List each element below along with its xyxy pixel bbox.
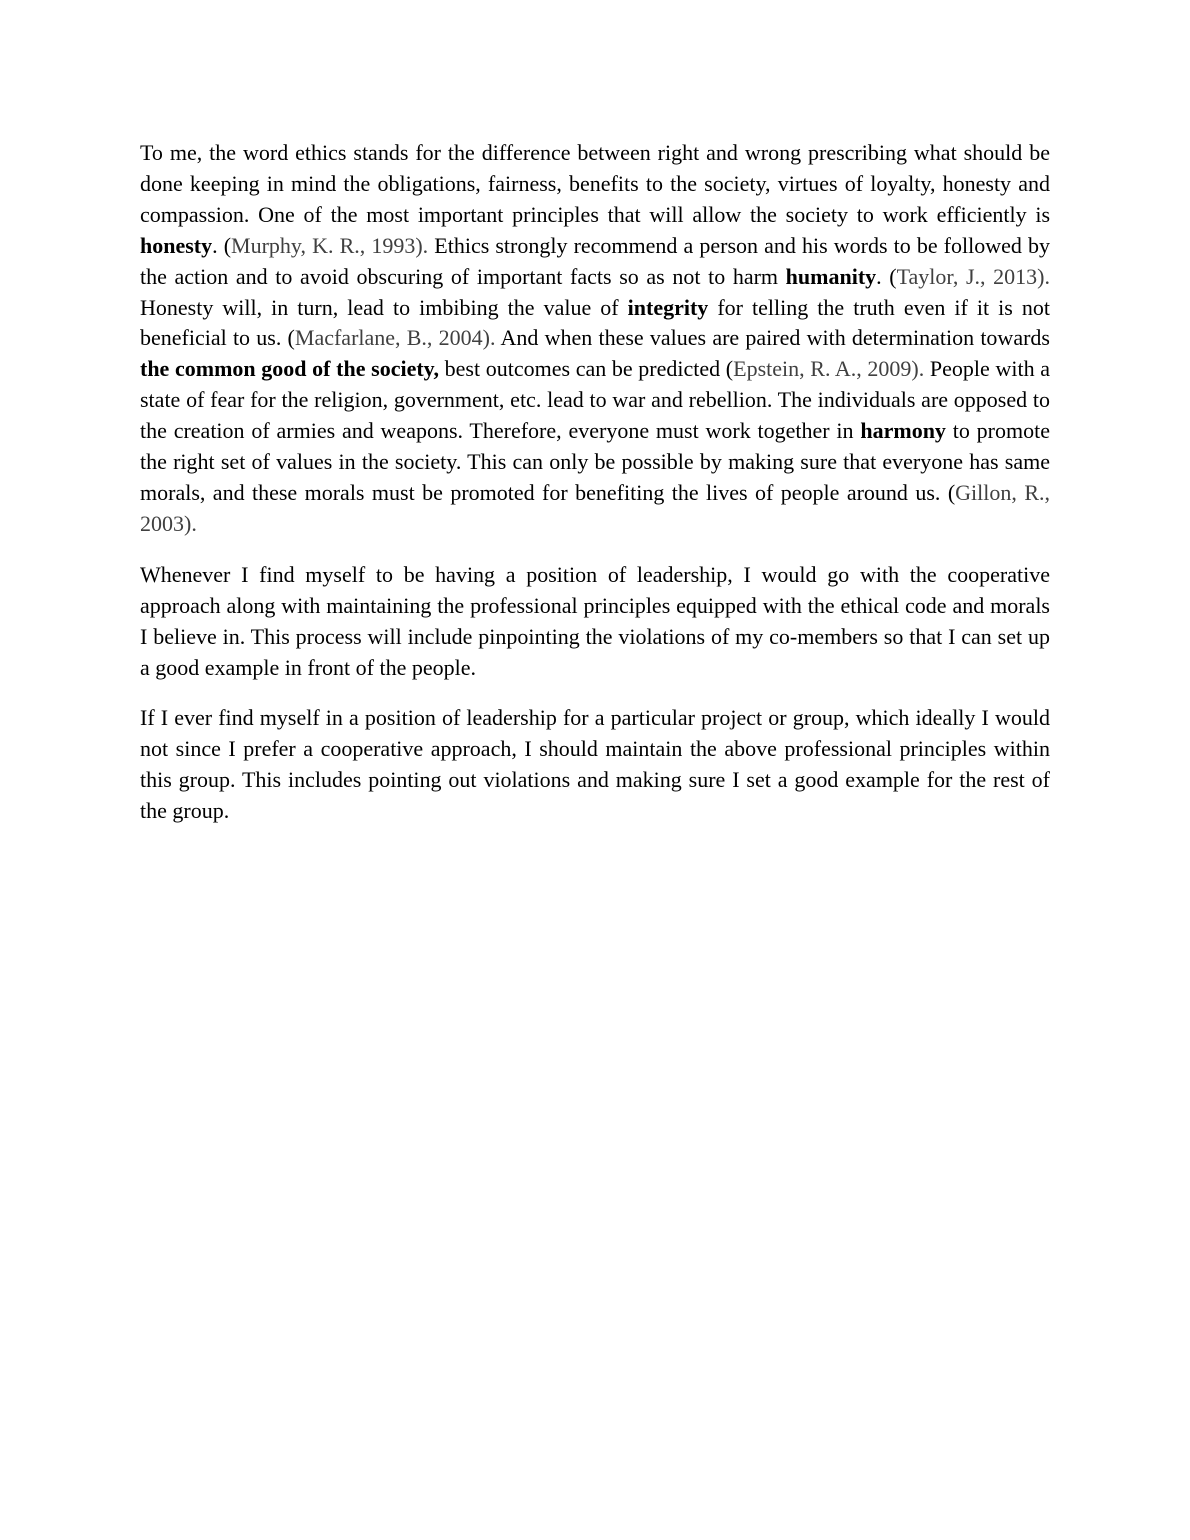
text-segment: Honesty will, in turn, lead to imbibing the value of	[140, 294, 628, 320]
paragraph-leadership-project	[140, 703, 1050, 827]
text-segment: Whenever I find myself to be having a position of leadership, I would go with the cooperative approach along with maintaining the professional principles equipped with the ethical code and morals I believe in. This process will include pinpointing the violations of my co-members so that I can set up a good example in front of the people.	[140, 561, 1050, 680]
bold-term-honesty: honesty	[140, 232, 213, 258]
bold-term-integrity: integrity	[627, 294, 709, 320]
paragraph-ethics-definition	[140, 138, 1050, 540]
text-segment: To me, the word ethics stands for the difference between right and wrong prescribing what should be done keeping in mind the obligations, fairness, benefits to the society, virtues of loyalty, honesty and compassion. One of the most important principles that will allow the society to work efficiently is	[140, 140, 1050, 227]
text-segment: for telling the truth even if it is not beneficial to us. (	[140, 294, 1050, 351]
text-segment: Ethics strongly recommend a person and his words to be followed by the action and to avoid obscuring of important facts so as not to harm	[140, 232, 1050, 289]
text-segment: best outcomes can be predicted (	[438, 356, 734, 382]
text-segment: And when these values are paired with determination towards	[495, 325, 1050, 351]
citation-taylor: Taylor, J., 2013).	[896, 263, 1050, 289]
citation-gillon: Gillon, R., 2003).	[140, 479, 1050, 536]
bold-term-common-good: the common good of the society,	[140, 356, 439, 382]
citation-epstein: Epstein, R. A., 2009).	[733, 356, 925, 382]
citation-macfarlane: Macfarlane, B., 2004).	[294, 325, 496, 351]
text-segment: If I ever find myself in a position of leadership for a particular project or group, which ideally I would not since I prefer a cooperative approach, I should maintain the above professional principles within this group. This includes pointing out violations and making sure I set a good example for the rest of the group.	[140, 705, 1050, 824]
bold-term-harmony: harmony	[860, 418, 946, 444]
citation-murphy: Murphy, K. R., 1993).	[231, 232, 429, 258]
text-segment: . (	[212, 232, 232, 258]
text-segment: . (	[876, 263, 897, 289]
document-page	[140, 138, 1050, 847]
paragraph-leadership-approach	[140, 560, 1050, 684]
text-segment: People with a state of fear for the religion, government, etc. lead to war and rebellion. The individuals are opposed to the creation of armies and weapons. Therefore, everyone must work together in	[140, 356, 1050, 444]
bold-term-humanity: humanity	[785, 263, 877, 289]
text-segment: to promote the right set of values in the society. This can only be possible by making sure that everyone has same morals, and these morals must be promoted for benefiting the lives of people around us. (	[140, 418, 1050, 505]
